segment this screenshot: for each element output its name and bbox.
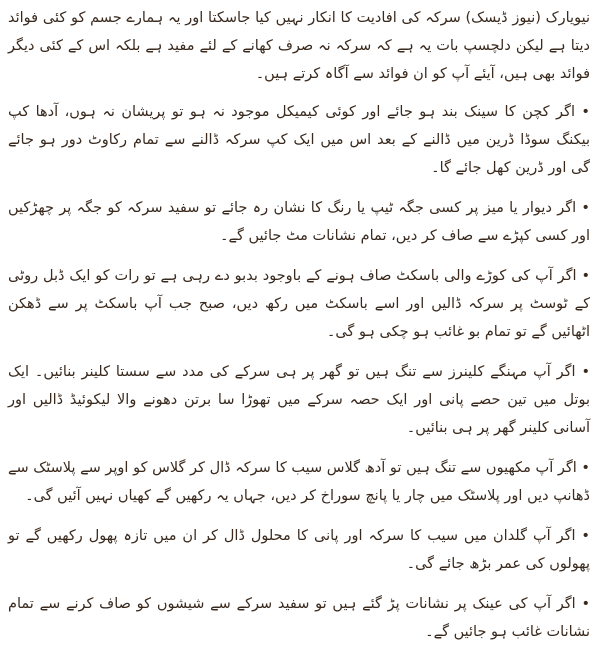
tip-paragraph: • اگر آپ کی کوڑے والی باسکٹ صاف ہونے کے باوجود بدبو دے رہی ہے تو رات کو ایک ڈبل روٹی کے ٹوسٹ پر سرکہ ڈالیں اور اسے باسکٹ میں رکھ دیں، صبح جب آپ باسکٹ پر سے ڈھکن اٹھائیں گے تو تمام بو غائب ہو چکی ہو گی۔ xyxy=(8,268,590,340)
tip-paragraph: • اگر آپ گلدان میں سیب کا سرکہ اور پانی کا محلول ڈال کر ان میں تازہ پھول رکھیں گے تو پھولوں کی عمر بڑھ جائے گی۔ xyxy=(8,528,590,572)
intro-paragraph: نیویارک (نیوز ڈیسک) سرکہ کی افادیت کا انکار نہیں کیا جاسکتا اور یہ ہمارے جسم کو کئی فوائد دیتا ہے لیکن دلچسپ بات یہ ہے کہ سرکہ نہ صرف کھانے کے لئے مفید ہے بلکہ اس کے کئی دیگر فوائد بھی ہیں، آیئے آپ کو ان فوائد سے آگاہ کرتے ہیں۔ xyxy=(8,10,590,82)
tip-paragraph: • اگر کچن کا سینک بند ہو جائے اور کوئی کیمیکل موجود نہ ہو تو پریشان نہ ہوں، آدھا کپ بیکنگ سوڈا ڈرین میں ڈالنے کے بعد اس میں ایک کپ سرکہ ڈالنے سے تمام رکاوٹ دور ہو جائے گی اور ڈرین کھل جائے گا۔ xyxy=(8,104,590,176)
tip-paragraph: • اگر آپ کی عینک پر نشانات پڑ گئے ہیں تو سفید سرکے سے شیشوں کو صاف کرنے سے تمام نشانات غائب ہو جائیں گے۔ xyxy=(8,596,590,640)
tip-paragraph: • اگر آپ مکھیوں سے تنگ ہیں تو آدھ گلاس سیب کا سرکہ ڈال کر گلاس کو اوپر سے پلاسٹک سے ڈھانپ دیں اور پلاسٹک میں چار یا پانچ سوراخ کر دیں، جہاں یہ رکھیں گے کھیاں نہیں آئیں گی۔ xyxy=(8,460,590,504)
tip-paragraph: • اگر دیوار یا میز پر کسی جگہ ٹیپ یا رنگ کا نشان رہ جائے تو سفید سرکہ کو جگہ پر چھڑکیں اور کسی کپڑے سے صاف کر دیں، تمام نشانات مٹ جائیں گے۔ xyxy=(8,200,590,244)
tip-paragraph: • اگر آپ مہنگے کلینرز سے تنگ ہیں تو گھر پر ہی سرکے کی مدد سے سستا کلینر بنائیں۔ ایک بوتل میں تین حصے پانی اور ایک حصہ سرکے میں تھوڑا سا برتن دھونے والا لیکوئیڈ ڈالیں اور آسانی کلینر گھر پر ہی بنائیں۔ xyxy=(8,364,590,436)
